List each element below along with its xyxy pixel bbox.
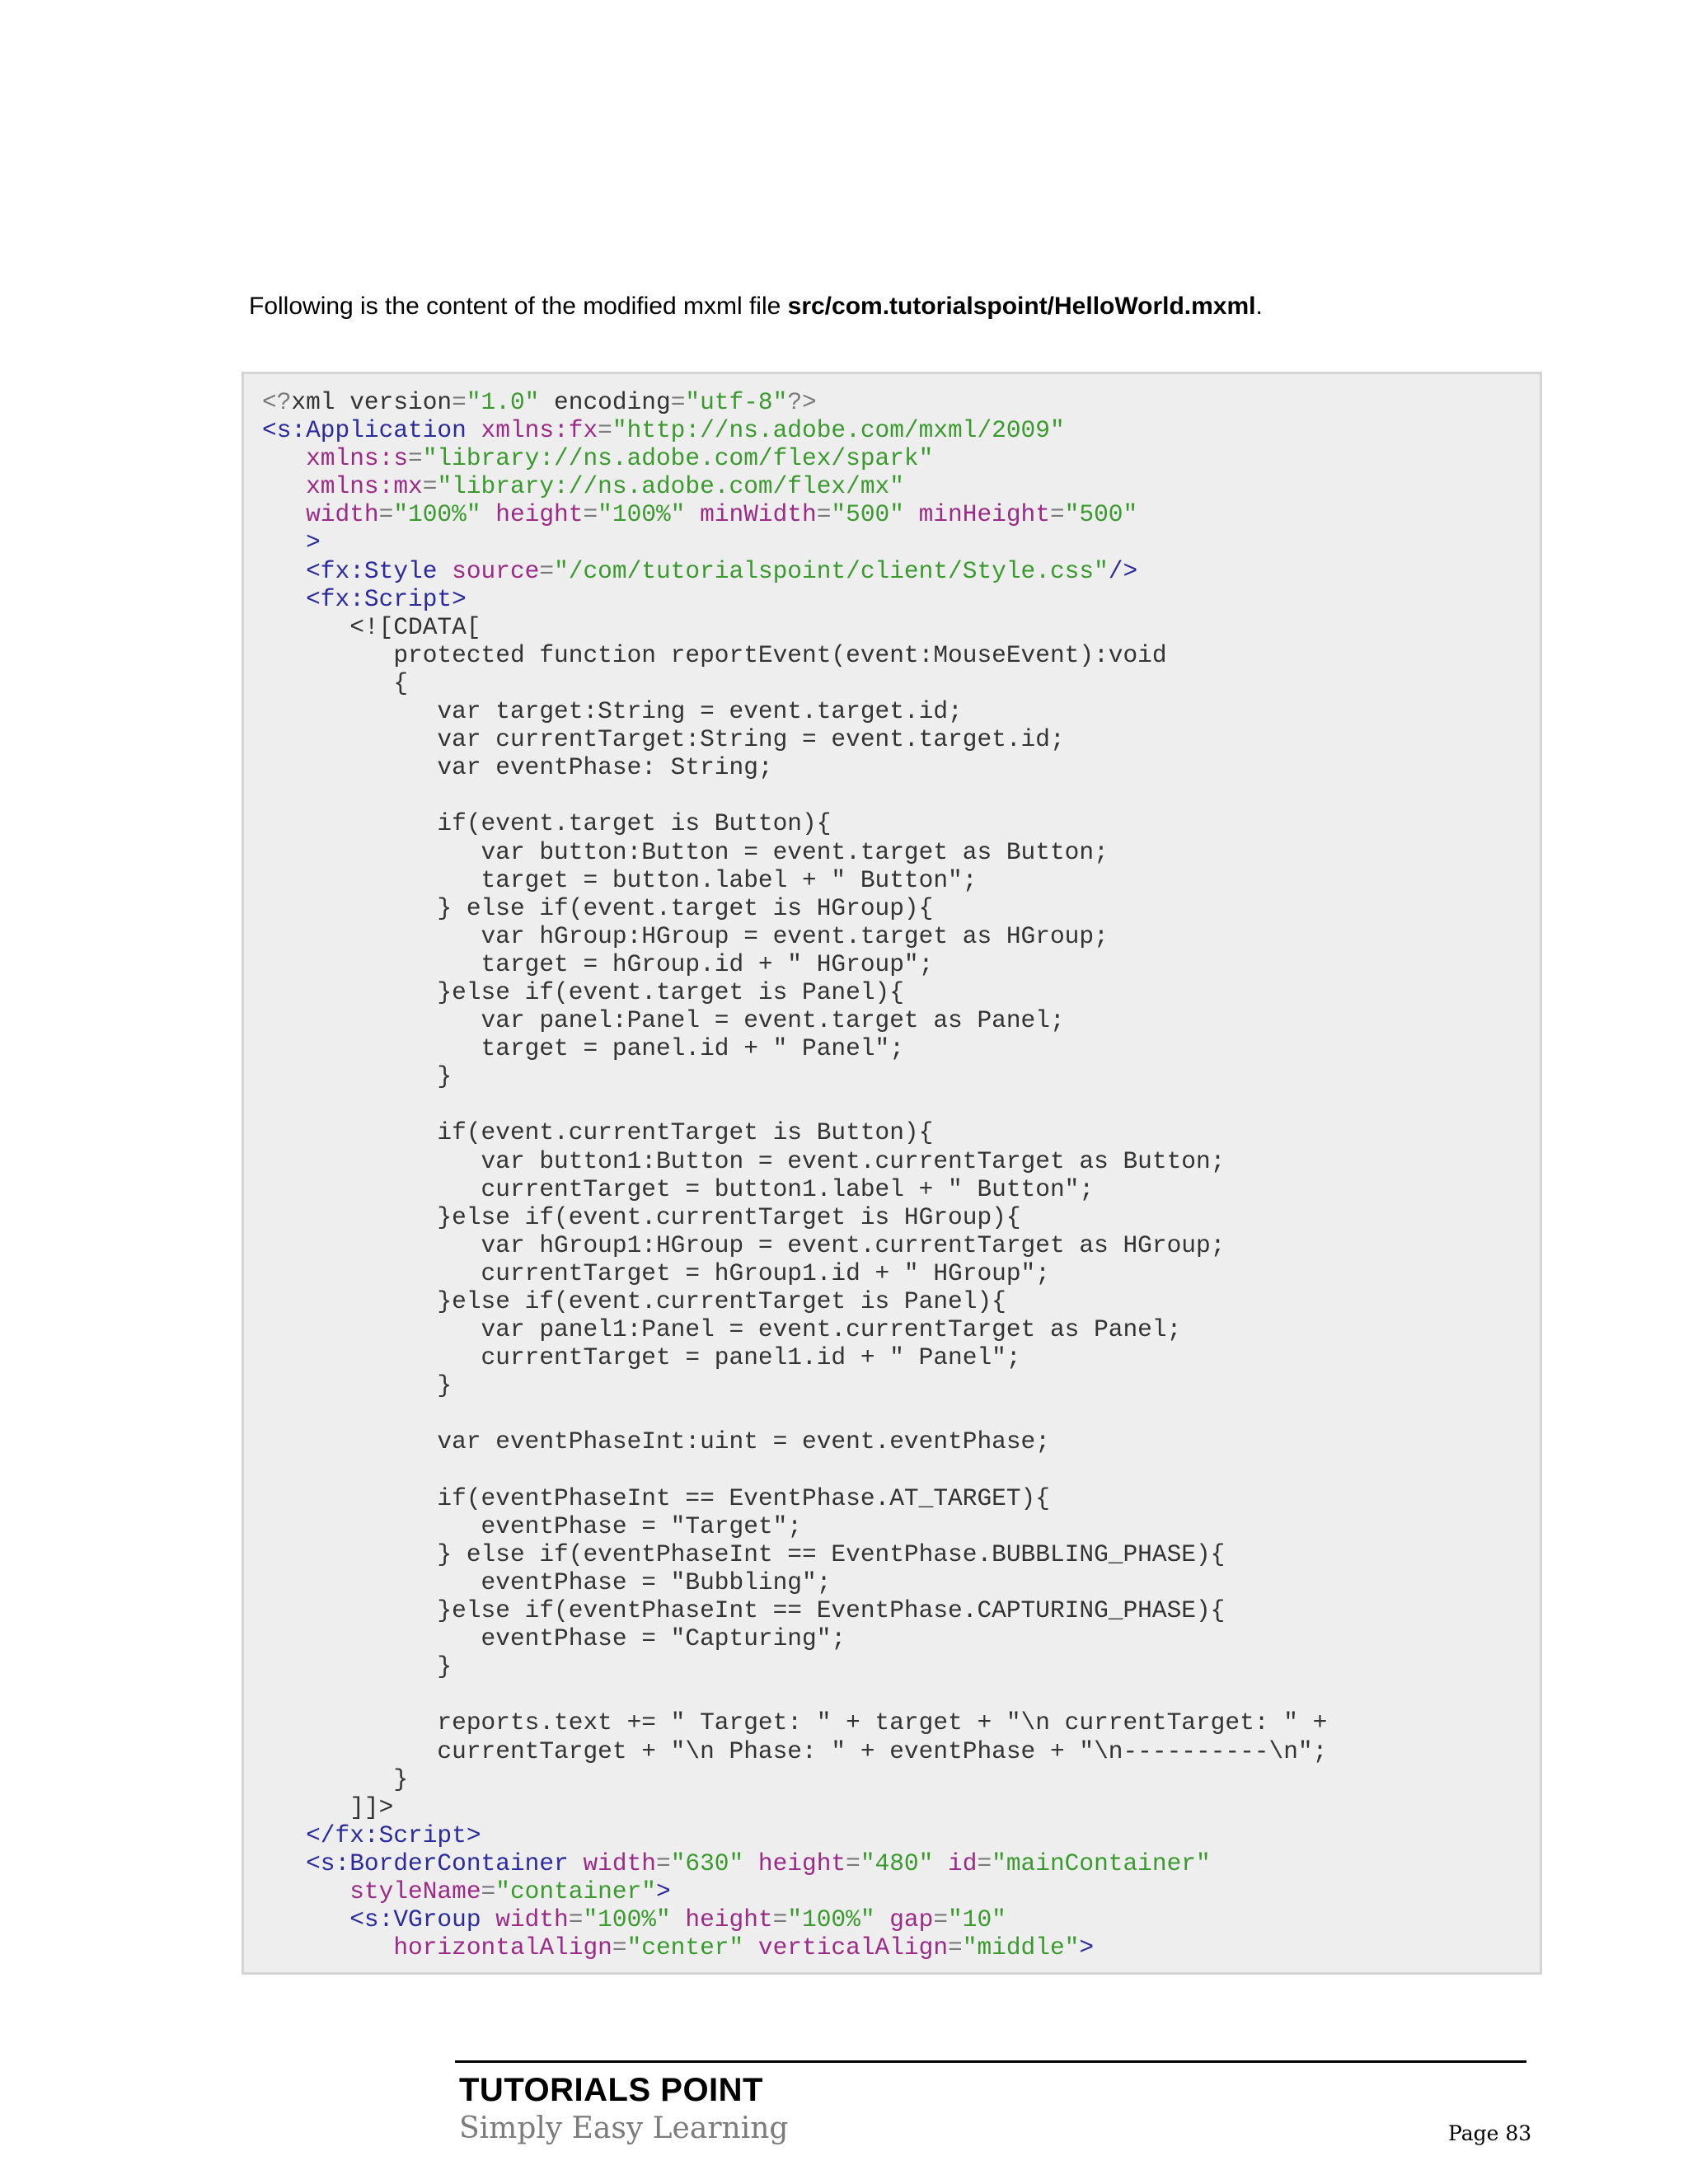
code-line	[262, 1708, 1327, 1736]
code-line	[262, 697, 1327, 725]
code-token	[743, 1849, 758, 1877]
code-token: =	[583, 500, 598, 529]
code-token: var hGroup1:HGroup = event.currentTarget as HGroup;	[262, 1230, 1226, 1259]
code-token: }else if(event.target is Panel){	[262, 977, 904, 1006]
code-token	[743, 1933, 758, 1961]
code-token: }	[262, 1765, 409, 1793]
code-token: "library://ns.adobe.com/flex/spark"	[422, 444, 934, 473]
code-token: var panel1:Panel = event.currentTarget as Panel;	[262, 1315, 1182, 1344]
code-line	[262, 1203, 1327, 1231]
code-token: "center"	[626, 1933, 744, 1962]
code-line	[262, 1456, 1327, 1484]
code-token: =	[378, 500, 394, 529]
code-line	[262, 1624, 1327, 1652]
code-line	[262, 1540, 1327, 1568]
code-token: ?>	[787, 388, 817, 416]
code-line	[262, 1231, 1327, 1259]
code-token: "/com/tutorialspoint/client/Style.css"	[554, 556, 1109, 585]
code-token: =	[846, 1849, 860, 1877]
code-token: }else if(event.currentTarget is Panel){	[262, 1287, 1006, 1315]
intro-end: .	[1255, 293, 1263, 320]
code-token: />	[1108, 556, 1138, 585]
code-token: <fx:Style	[306, 556, 438, 585]
code-token: =	[1049, 500, 1065, 529]
code-token: protected function reportEvent(event:MouseEvent):void	[262, 640, 1167, 669]
code-listing	[262, 388, 1327, 1961]
code-line	[262, 1427, 1327, 1455]
code-token: =	[977, 1849, 992, 1877]
footer-brand: TUTORIALS POINT	[459, 2072, 763, 2108]
code-token: =	[452, 388, 467, 416]
code-line	[262, 500, 1327, 528]
code-token: height	[685, 1905, 773, 1934]
code-token: id	[948, 1849, 978, 1877]
code-line	[262, 1933, 1327, 1961]
code-token	[481, 500, 496, 528]
code-line	[262, 1652, 1327, 1680]
code-token: target = panel.id + " Panel";	[262, 1034, 904, 1063]
code-token: =	[481, 1877, 496, 1905]
code-token: width	[306, 500, 379, 529]
code-token: encoding	[539, 388, 671, 416]
code-token: source	[452, 556, 540, 585]
code-token: >	[306, 528, 321, 557]
intro-filename: src/com.tutorialspoint/HelloWorld.mxml	[787, 293, 1256, 320]
intro-text: Following is the content of the modified mxml file	[249, 293, 788, 320]
code-token: "100%"	[583, 1905, 671, 1934]
code-line	[262, 978, 1327, 1006]
code-token: width	[583, 1849, 656, 1877]
code-token: eventPhase = "Capturing";	[262, 1624, 846, 1653]
code-line	[262, 1512, 1327, 1540]
code-token: "480"	[860, 1849, 934, 1877]
code-line	[262, 1062, 1327, 1090]
footer-divider	[455, 2060, 1526, 2063]
code-line	[262, 781, 1327, 809]
code-line	[262, 1287, 1327, 1315]
code-token: "100%"	[393, 500, 481, 529]
code-token: "10"	[948, 1905, 1006, 1934]
code-token: =	[948, 1933, 963, 1962]
code-token: var currentTarget:String = event.target.id;	[262, 725, 1065, 754]
code-line	[262, 1484, 1327, 1512]
code-line	[262, 613, 1327, 641]
code-token: var panel:Panel = event.target as Panel;	[262, 1006, 1065, 1035]
code-token: var target:String = event.target.id;	[262, 697, 963, 726]
code-token: }else if(eventPhaseInt == EventPhase.CAPTURING_PHASE){	[262, 1596, 1226, 1625]
code-token: "1.0"	[466, 388, 540, 416]
code-token: minWidth	[700, 500, 817, 529]
code-line	[262, 809, 1327, 837]
code-token: =	[408, 444, 423, 473]
code-line	[262, 669, 1327, 697]
code-line	[262, 416, 1327, 444]
code-line	[262, 1034, 1327, 1062]
code-token: <s:Application	[262, 416, 467, 445]
code-token	[933, 1849, 948, 1877]
intro-paragraph	[249, 288, 1568, 325]
code-token: ]]>	[262, 1793, 394, 1821]
code-token: if(event.currentTarget is Button){	[262, 1118, 934, 1147]
code-line	[262, 388, 1327, 416]
code-token: } else if(eventPhaseInt == EventPhase.BUBBLING_PHASE){	[262, 1540, 1226, 1568]
code-token: <fx:Script>	[306, 584, 467, 613]
code-token: "500"	[831, 500, 904, 529]
code-line	[262, 866, 1327, 894]
code-line	[262, 1090, 1327, 1118]
code-line	[262, 472, 1327, 500]
code-block	[241, 372, 1542, 1975]
code-token: target = hGroup.id + " HGroup";	[262, 949, 934, 978]
code-token	[262, 444, 306, 472]
code-line	[262, 557, 1327, 585]
code-token	[875, 1905, 890, 1933]
code-line	[262, 444, 1327, 472]
code-line	[262, 1343, 1327, 1371]
code-token: currentTarget + "\n Phase: " + eventPhase + "\n----------\n";	[262, 1736, 1328, 1765]
code-line	[262, 1793, 1327, 1821]
code-token: verticalAlign	[757, 1933, 949, 1962]
code-line	[262, 585, 1327, 613]
code-token: }else if(event.currentTarget is HGroup){	[262, 1202, 1021, 1231]
code-token: <![CDATA[	[262, 612, 481, 641]
code-token: >	[655, 1877, 671, 1905]
code-token	[262, 1821, 306, 1849]
code-token	[262, 1933, 393, 1961]
code-token: width	[495, 1905, 569, 1934]
code-line	[262, 1596, 1327, 1624]
code-token: xml version	[291, 388, 452, 416]
code-token: =	[816, 500, 832, 529]
code-token: =	[772, 1905, 788, 1934]
code-token: } else if(event.target is HGroup){	[262, 893, 934, 922]
code-line	[262, 922, 1327, 950]
code-token	[262, 557, 306, 585]
code-line	[262, 1568, 1327, 1596]
code-token: if(eventPhaseInt == EventPhase.AT_TARGET){	[262, 1483, 1050, 1512]
code-token: currentTarget = hGroup1.id + " HGroup";	[262, 1258, 1050, 1287]
code-token	[685, 500, 700, 528]
code-line	[262, 1315, 1327, 1343]
code-token: =	[655, 1849, 671, 1877]
code-token: <s:VGroup	[349, 1905, 481, 1934]
code-token: currentTarget = button1.label + " Button";	[262, 1174, 1095, 1203]
code-line	[262, 1371, 1327, 1399]
code-line	[262, 1175, 1327, 1203]
code-token: var eventPhase: String;	[262, 753, 773, 782]
code-token: "middle"	[962, 1933, 1080, 1962]
code-token: var hGroup:HGroup = event.target as HGroup;	[262, 921, 1109, 950]
code-token: =	[670, 388, 686, 416]
code-token: target = button.label + " Button";	[262, 865, 978, 894]
code-token: "container"	[495, 1877, 656, 1905]
code-token: =	[539, 556, 555, 585]
code-line	[262, 1118, 1327, 1146]
code-line	[262, 1006, 1327, 1034]
code-token	[437, 557, 452, 585]
code-token: "http://ns.adobe.com/mxml/2009"	[612, 416, 1065, 445]
code-line	[262, 950, 1327, 978]
code-token: =	[422, 472, 438, 501]
code-token	[262, 1877, 349, 1905]
code-token: "library://ns.adobe.com/flex/mx"	[437, 472, 904, 501]
code-token: =	[598, 416, 612, 445]
code-line	[262, 1905, 1327, 1933]
code-token: "mainContainer"	[992, 1849, 1211, 1877]
code-token: "utf-8"	[685, 388, 788, 416]
code-token	[481, 1905, 496, 1933]
code-line	[262, 1877, 1327, 1905]
code-token: gap	[889, 1905, 934, 1934]
code-token: reports.text += " Target: " + target + "\n currentTarget: " +	[262, 1708, 1328, 1737]
page-number: Page 83	[1448, 2121, 1532, 2145]
code-token: =	[568, 1905, 584, 1934]
code-token: >	[1079, 1933, 1095, 1962]
code-line	[262, 1737, 1327, 1765]
code-token: xmlns:mx	[306, 472, 423, 501]
code-line	[262, 641, 1327, 669]
code-token: currentTarget = panel1.id + " Panel";	[262, 1343, 1021, 1372]
code-token: styleName	[349, 1877, 481, 1905]
code-token: var button1:Button = event.currentTarget as Button;	[262, 1146, 1226, 1175]
code-token: =	[933, 1905, 949, 1934]
code-token: if(event.target is Button){	[262, 809, 832, 838]
code-line	[262, 894, 1327, 922]
code-token	[262, 500, 306, 528]
code-token: }	[262, 1371, 452, 1400]
code-token: height	[495, 500, 584, 529]
code-token	[671, 1905, 686, 1933]
code-token: horizontalAlign	[393, 1933, 612, 1962]
code-token	[904, 500, 919, 528]
code-line	[262, 1821, 1327, 1849]
code-line	[262, 1680, 1327, 1708]
code-line	[262, 528, 1327, 556]
code-token: eventPhase = "Bubbling";	[262, 1568, 832, 1596]
code-token	[262, 472, 306, 500]
code-token: height	[757, 1849, 846, 1877]
code-token: xmlns:fx	[481, 416, 598, 445]
code-line	[262, 1765, 1327, 1793]
code-token: </fx:Script>	[306, 1821, 481, 1849]
code-token: "630"	[670, 1849, 744, 1877]
code-token: =	[612, 1933, 627, 1962]
code-token: xmlns:s	[306, 444, 409, 473]
code-token	[262, 1905, 349, 1933]
code-token	[262, 585, 306, 613]
code-line	[262, 725, 1327, 753]
code-token: <s:BorderContainer	[306, 1849, 569, 1877]
code-token	[262, 1849, 306, 1877]
footer-tagline: Simply Easy Learning	[459, 2111, 789, 2145]
code-token: {	[262, 668, 409, 697]
code-token: }	[262, 1062, 452, 1091]
code-line	[262, 838, 1327, 866]
code-line	[262, 1259, 1327, 1287]
code-token: }	[262, 1652, 452, 1681]
code-token: "100%"	[598, 500, 686, 529]
code-token: "500"	[1064, 500, 1138, 529]
code-token	[467, 416, 481, 444]
code-token: minHeight	[918, 500, 1050, 529]
code-token: eventPhase = "Target";	[262, 1511, 803, 1540]
code-token	[569, 1849, 584, 1877]
code-line	[262, 1399, 1327, 1427]
code-line	[262, 1849, 1327, 1877]
code-line	[262, 753, 1327, 781]
code-token: "100%"	[787, 1905, 875, 1934]
code-token: var eventPhaseInt:uint = event.eventPhase;	[262, 1427, 1050, 1456]
code-line	[262, 1147, 1327, 1175]
code-token	[262, 528, 306, 556]
code-token: var button:Button = event.target as Button;	[262, 837, 1109, 866]
code-token: <?	[262, 388, 292, 416]
